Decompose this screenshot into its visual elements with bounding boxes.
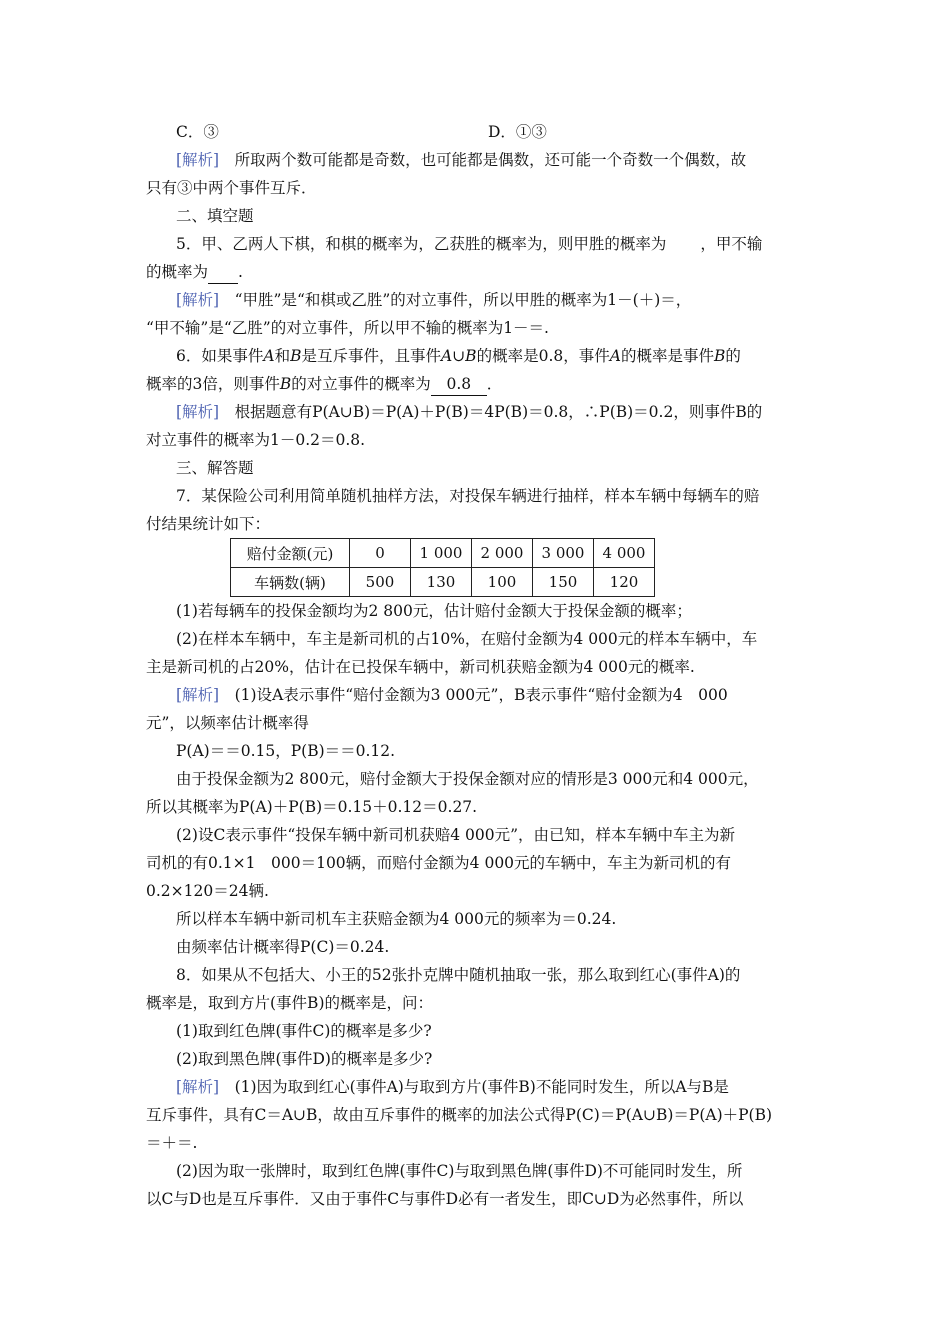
- text-line: 互斥事件，具有C＝A∪B，故由互斥事件的概率的加法公式得P(C)＝P(A∪B)＝P(A)＋P(B): [146, 1106, 773, 1124]
- table-cell: 150: [533, 568, 594, 597]
- text-line: (2)取到黑色牌(事件D)的概率是多少?: [176, 1050, 433, 1068]
- text: 是互斥事件，且事件: [301, 347, 441, 365]
- text: 的: [725, 347, 741, 365]
- var: A∪B: [441, 347, 477, 365]
- section-heading: 三、解答题: [176, 459, 254, 477]
- section-heading: 二、填空题: [176, 207, 254, 225]
- analysis-tag: [解析]: [176, 291, 220, 309]
- text-line: 所以样本车辆中新司机车主获赔金额为4 000元的频率为＝0.24.: [176, 910, 617, 928]
- text-line: 只有③中两个事件互斥．: [146, 179, 317, 197]
- table-row: [231, 539, 655, 568]
- answer-blank: [208, 261, 238, 284]
- text-line: 付结果统计如下：: [146, 515, 271, 533]
- var: A: [263, 347, 275, 365]
- analysis-tag: [解析]: [176, 403, 220, 421]
- text-line: 主是新司机的占20%，估计在已投保车辆中，新司机获赔金额为4 000元的概率.: [146, 658, 695, 676]
- var: B: [279, 375, 292, 393]
- table-header-cell: 车辆数(辆): [231, 568, 350, 597]
- text-line: (1)取到红色牌(事件C)的概率是多少?: [176, 1022, 432, 1040]
- text-line: 0.2×120＝24辆.: [146, 882, 269, 900]
- text: 的对立事件的概率为: [291, 375, 431, 393]
- option-d: D．①③: [488, 123, 547, 141]
- option-c: C．③: [176, 123, 219, 141]
- text-line: 由频率估计概率得P(C)＝0.24.: [176, 938, 390, 956]
- text: 6．如果事件: [176, 347, 264, 365]
- text-line: 司机的有0.1×1 000＝100辆，而赔付金额为4 000元的车辆中，车主为新司机的有: [146, 854, 732, 872]
- analysis-tag: [解析]: [176, 1078, 220, 1096]
- text-line: (2)在样本车辆中，车主是新司机的占10%，在赔付金额为4 000元的样本车辆中，车: [176, 630, 758, 648]
- text: 所取两个数可能都是奇数，也可能都是偶数，还可能一个奇数一个偶数，故: [219, 151, 747, 169]
- table-cell: 3 000: [533, 539, 594, 568]
- text: 的概率是0.8，事件: [476, 347, 610, 365]
- analysis-line: [176, 1076, 729, 1098]
- answer-blank: 0.8: [431, 373, 487, 396]
- text: ，甲不输: [700, 235, 763, 253]
- text: 的概率是事件: [620, 347, 714, 365]
- analysis-line: [176, 401, 762, 423]
- text: (1)因为取到红心(事件A)与取到方片(事件B)不能同时发生，所以A与B是: [219, 1078, 729, 1096]
- table-cell: 4 000: [594, 539, 655, 568]
- analysis-line: [176, 149, 746, 171]
- analysis-tag: [解析]: [176, 151, 220, 169]
- table-cell: 2 000: [472, 539, 533, 568]
- analysis-tag: [解析]: [176, 686, 220, 704]
- text: 5．甲、乙两人下棋，和棋的概率为，乙获胜的概率为，则甲胜的概率为: [176, 235, 667, 253]
- text: 的概率为: [146, 263, 209, 281]
- text: ．: [486, 375, 503, 393]
- text-line: 对立事件的概率为1－0.2＝0.8.: [146, 431, 366, 449]
- analysis-line: [176, 684, 728, 706]
- table-cell: 500: [350, 568, 411, 597]
- analysis-line: [176, 289, 691, 311]
- text-line: 元”，以频率估计概率得: [146, 714, 309, 732]
- table-header-cell: 赔付金额(元): [231, 539, 350, 568]
- table-cell: 1 000: [411, 539, 472, 568]
- text-line: “甲不输”是“乙胜”的对立事件，所以甲不输的概率为1－＝.: [146, 319, 549, 337]
- claims-table: [230, 538, 655, 597]
- table-cell: 130: [411, 568, 472, 597]
- question-6-line-2: [146, 373, 502, 395]
- text-line: P(A)＝＝0.15，P(B)＝＝0.12.: [176, 742, 396, 760]
- text: 概率的3倍，则事件: [146, 375, 280, 393]
- table-cell: 0: [350, 539, 411, 568]
- text-line: ＝＋＝.: [146, 1134, 198, 1152]
- text-line: (2)设C表示事件“投保车辆中新司机获赔4 000元”，由已知，样本车辆中车主为新: [176, 826, 736, 844]
- text-line: 由于投保金额为2 800元，赔付金额大于投保金额对应的情形是3 000元和4 000元，: [176, 770, 759, 788]
- question-5-line: [176, 233, 762, 255]
- text-line: (1)若每辆车的投保金额均为2 800元，估计赔付金额大于投保金额的概率；: [176, 602, 692, 620]
- text: 和: [274, 347, 291, 365]
- text: (1)设A表示事件“赔付金额为3 000元”，B表示事件“赔付金额为4 000: [219, 686, 728, 704]
- text-line: 所以其概率为P(A)＋P(B)＝0.15＋0.12＝0.27.: [146, 798, 478, 816]
- text: “甲胜”是“和棋或乙胜”的对立事件，所以甲胜的概率为1－(＋)＝，: [219, 291, 692, 309]
- question-6-line: [176, 345, 741, 367]
- var: B: [290, 347, 302, 365]
- table-cell: 120: [594, 568, 655, 597]
- question-5-line-2: [146, 261, 243, 283]
- option-line: [176, 121, 547, 143]
- var: B: [713, 347, 726, 365]
- text-line: 概率是，取到方片(事件B)的概率是，问：: [146, 994, 433, 1012]
- var: A: [609, 347, 621, 365]
- table-cell: 100: [472, 568, 533, 597]
- text: .: [238, 263, 243, 281]
- question-8-line: 8．如果从不包括大、小王的52张扑克牌中随机抽取一张，那么取到红心(事件A)的: [176, 966, 741, 984]
- text-line: (2)因为取一张牌时，取到红色牌(事件C)与取到黑色牌(事件D)不可能同时发生，所: [176, 1162, 743, 1180]
- text-line: 以C与D也是互斥事件．又由于事件C与事件D必有一者发生，即C∪D为必然事件，所以: [146, 1190, 744, 1208]
- table-row: [231, 568, 655, 597]
- question-7-line: 7．某保险公司利用简单随机抽样方法，对投保车辆进行抽样，样本车辆中每辆车的赔: [176, 487, 760, 505]
- text: 根据题意有P(A∪B)＝P(A)＋P(B)＝4P(B)＝0.8，∴P(B)＝0.2，则事件B的: [219, 403, 763, 421]
